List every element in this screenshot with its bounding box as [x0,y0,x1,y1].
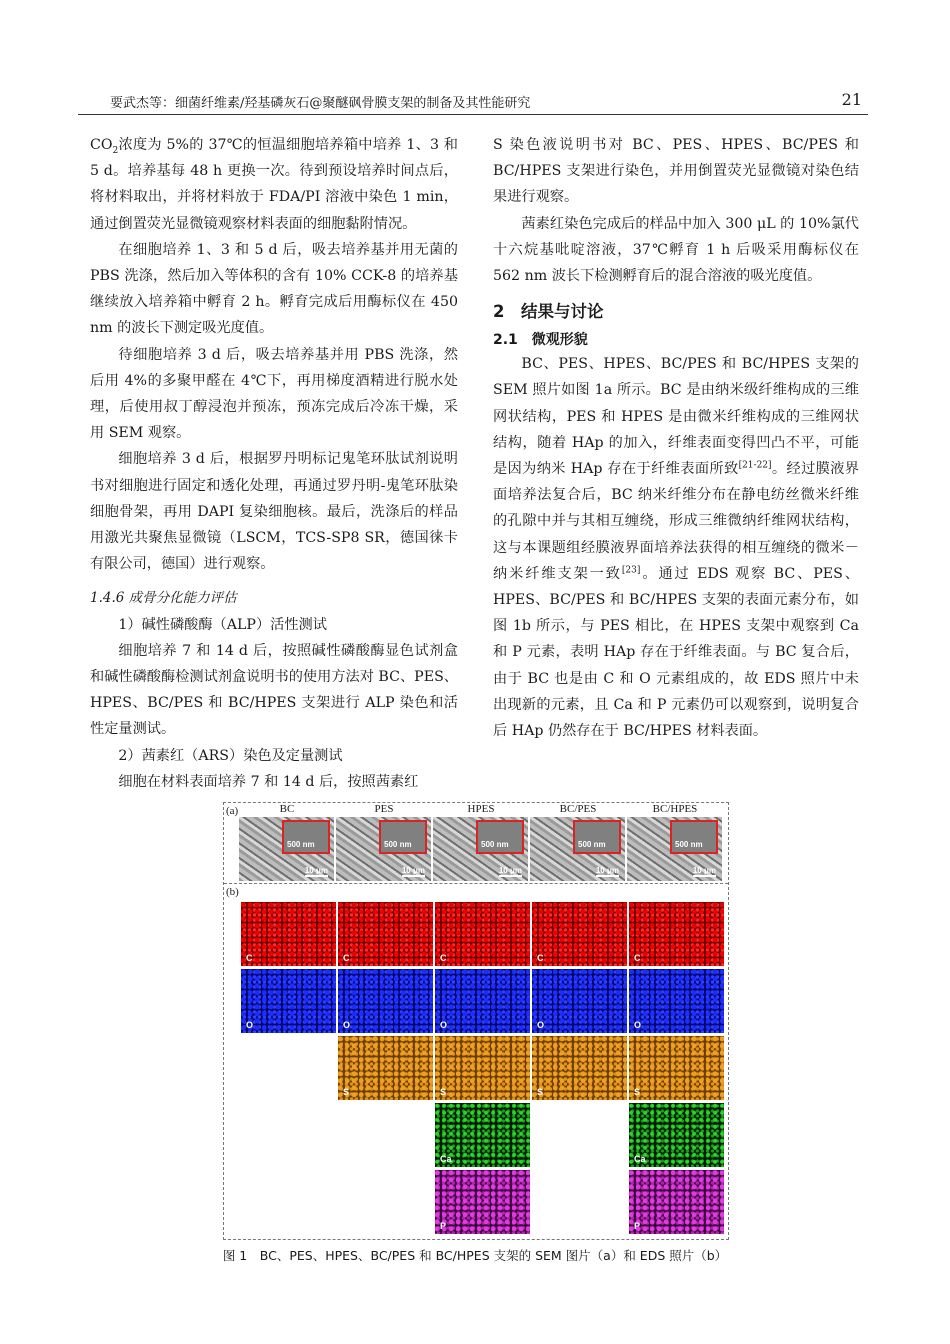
sem-inset [282,820,330,854]
eds-map-hpes-ca [435,1103,530,1167]
element-label: C [440,953,447,963]
eds-map-bc-o [241,969,336,1033]
element-label: P [440,1221,447,1231]
subheading-alp: 1）碱性磷酸酶（ALP）活性测试 [118,616,327,633]
element-label: C [343,953,350,963]
running-header [78,92,868,114]
text-run: 。经过膜液界面培养法复合后，BC 纳米纤维分布在静电纺丝微米纤维的孔隙中并与其相互缠绕，形成三维微纳纤维网状结构，这与本课题组经膜液界面培养法获得的相互缠绕的微米－纳米纤维支架一致 [493,461,859,582]
eds-map-bc-hpes-o [629,969,724,1033]
eds-map-bc-hpes-ca [629,1103,724,1167]
eds-map-hpes-c [435,902,530,966]
page-number: 21 [841,90,862,109]
column-header-bc: BC [279,803,295,815]
element-label: O [440,1020,448,1030]
panel-b-label: (b) [226,886,239,898]
element-label: O [343,1020,351,1030]
sem-image-bc-hpes [627,817,722,881]
header-rule [78,114,868,115]
paragraph [493,351,859,744]
eds-map-hpes-p [435,1170,530,1234]
element-label: C [634,953,641,963]
panel-a-label: (a) [226,805,239,817]
element-label: C [537,953,544,963]
scale-bar-label: 10 μm [304,866,328,875]
sem-inset [573,820,621,854]
sem-inset [476,820,524,854]
sem-inset [670,820,718,854]
sem-inset [379,820,427,854]
column-header-bc-pes: BC/PES [559,803,597,815]
right-column [493,132,859,744]
element-label: S [634,1087,641,1097]
eds-map-pes-o [338,969,433,1033]
subheading-ars: 2）茜素红（ARS）染色及定量测试 [118,747,343,764]
element-label: C [246,953,253,963]
element-label: Ca [634,1154,646,1164]
scale-bar-label: 500 nm [578,840,606,849]
eds-map-pes-c [338,902,433,966]
section-heading-2: 2 结果与讨论 [493,302,604,322]
element-label: Ca [440,1154,452,1164]
text-run: CO [90,137,113,153]
element-label: S [343,1087,350,1097]
eds-map-bc-pes-o [532,969,627,1033]
eds-map-bc-c [241,902,336,966]
text-run: 浓度为 5%的 37℃的恒温细胞培养箱中培养 1、3 和 5 d。培养基每 48 h 更换一次。待到预设培养时间点后，将材料取出，并将材料放于 FDA/PI 溶液中染色 1 min，通过倒置荧光显微镜观察材料表面的细胞黏附情况。 [90,137,458,232]
figure-1 [223,802,729,1240]
text-run: BC、PES、HPES、BC/PES 和 BC/HPES 支架的 SEM 照片如图 1a 所示。BC 是由纳米级纤维构成的三维网状结构，PES 和 HPES 是由微米纤维构成的三维网状结构，随着 HAp 的加入，纤维表面变得凹凸不平，可能是因为纳米 HAp 存在于纤维表面所致 [493,356,859,478]
figure-caption: 图 1 BC、PES、HPES、BC/PES 和 BC/HPES 支架的 SEM 图片（a）和 EDS 照片（b） [222,1248,728,1263]
paragraph: 细胞在材料表面培养 7 和 14 d 后，按照茜素红 [118,773,419,790]
panel-separator [224,883,728,884]
element-label: O [537,1020,545,1030]
paragraph: 茜素红染色完成后的样品中加入 300 μL 的 10%氯代十六烷基吡啶溶液，37℃孵育 1 h 后吸采用酶标仪在 562 nm 波长下检测孵育后的混合溶液的吸光度值。 [493,215,859,285]
scale-bar-label: 10 μm [595,866,619,875]
eds-map-bc-hpes-s [629,1036,724,1100]
column-header-pes: PES [374,803,394,815]
paragraph: S 染色液说明书对 BC、PES、HPES、BC/PES 和 BC/HPES 支架进行染色，并用倒置荧光显微镜对染色结果进行观察。 [493,137,859,206]
paragraph: 细胞培养 3 d 后，根据罗丹明标记鬼笔环肽试剂说明书对细胞进行固定和透化处理，再通过罗丹明-鬼笔环肽染细胞骨架，再用 DAPI 复染细胞核。最后，洗涤后的样品用激光共聚焦显微镜（LSCM，TCS-SP8 SR，德国徕卡有限公司，德国）进行观察。 [90,451,458,573]
element-label: P [634,1221,641,1231]
scale-bar-label: 500 nm [675,840,703,849]
scale-bar-label: 500 nm [384,840,412,849]
scale-bar-label: 500 nm [481,840,509,849]
section-heading-1-4-6: 1.4.6 成骨分化能力评估 [90,590,237,607]
eds-map-hpes-o [435,969,530,1033]
element-label: S [537,1087,544,1097]
citation: [21-22] [738,460,772,471]
paragraph [90,132,458,237]
element-label: O [634,1020,642,1030]
sem-image-bc-pes [530,817,625,881]
subscript: 2 [112,145,119,156]
eds-map-bc-hpes-c [629,902,724,966]
eds-map-hpes-s [435,1036,530,1100]
element-label: S [440,1087,447,1097]
element-label: O [246,1020,254,1030]
sem-image-hpes [433,817,528,881]
eds-map-bc-pes-s [532,1036,627,1100]
paragraph: 在细胞培养 1、3 和 5 d 后，吸去培养基并用无菌的 PBS 洗涤，然后加入等体积的含有 10% CCK-8 的培养基继续放入培养箱中孵育 2 h。孵育完成后用酶标仪在 450 nm 的波长下测定吸光度值。 [90,241,458,337]
header-title: 要武杰等：细菌纤维素/羟基磷灰石@聚醚砜骨膜支架的制备及其性能研究 [110,96,531,111]
section-heading-2-1: 2.1 微观形貌 [493,332,588,349]
left-column [90,132,458,795]
scale-bar-label: 10 μm [498,866,522,875]
scale-bar-label: 500 nm [287,840,315,849]
column-header-bc-hpes: BC/HPES [652,803,698,815]
column-header-hpes: HPES [467,803,495,815]
citation: [23] [621,565,641,576]
scale-bar-label: 10 μm [401,866,425,875]
paragraph: 细胞培养 7 和 14 d 后，按照碱性磷酸酶显色试剂盒和碱性磷酸酶检测试剂盒说明书的使用方法对 BC、PES、HPES、BC/PES 和 BC/HPES 支架进行 ALP 染色和活性定量测试。 [90,642,458,738]
sem-image-bc [239,817,334,881]
eds-map-bc-hpes-p [629,1170,724,1234]
sem-image-pes [336,817,431,881]
scale-bar-label: 10 μm [692,866,716,875]
eds-map-bc-pes-c [532,902,627,966]
eds-map-pes-s [338,1036,433,1100]
text-run: 。通过 EDS 观察 BC、PES、HPES、BC/PES 和 BC/HPES 支架的表面元素分布，如图 1b 所示，与 PES 相比，在 HPES 支架中观察到 Ca 和 P 元素，表明 HAp 存在于纤维表面。与 BC 复合后，由于 BC 也是由 C 和 O 元素组成的，故 EDS 照片中未出现新的元素，且 Ca 和 P 元素仍可以观察到，说明复合后 HAp 仍然存在于 BC/HPES 材料表面。 [493,565,859,740]
paragraph: 待细胞培养 3 d 后，吸去培养基并用 PBS 洗涤，然后用 4%的多聚甲醛在 4℃下，再用梯度酒精进行脱水处理，后使用叔丁醇浸泡并预冻，预冻完成后冷冻干燥，采用 SEM 观察。 [90,346,458,442]
